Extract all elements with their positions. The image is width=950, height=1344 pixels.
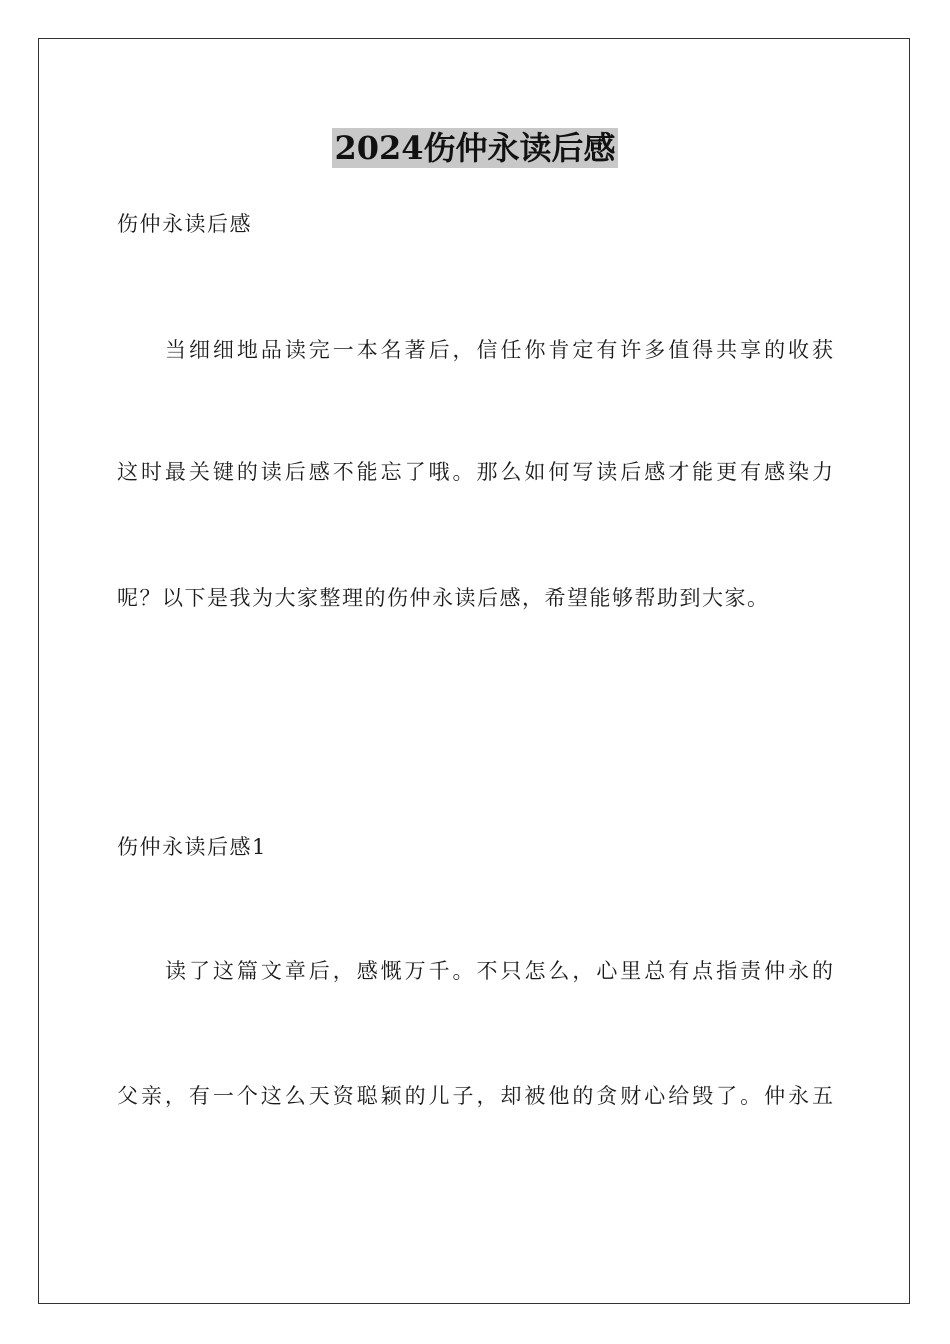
section-heading: 伤仲永读后感1 [117,835,267,859]
intro-line-1: 当细细地品读完一本名著后，信任你肯定有许多值得共享的收获 [165,338,833,362]
document-subtitle: 伤仲永读后感 [117,212,252,236]
intro-line-2: 这时最关键的读后感不能忘了哦。那么如何写读后感才能更有感染力 [117,460,833,484]
intro-line-3: 呢？以下是我为大家整理的伤仲永读后感，希望能够帮助到大家。 [117,586,770,610]
section-line-2: 父亲，有一个这么天资聪颖的儿子，却被他的贪财心给毁了。仲永五 [117,1084,833,1108]
section-line-1: 读了这篇文章后，感慨万千。不只怎么，心里总有点指责仲永的 [165,959,833,983]
title-container [0,128,950,168]
document-title: 2024伤仲永读后感 [334,129,616,167]
